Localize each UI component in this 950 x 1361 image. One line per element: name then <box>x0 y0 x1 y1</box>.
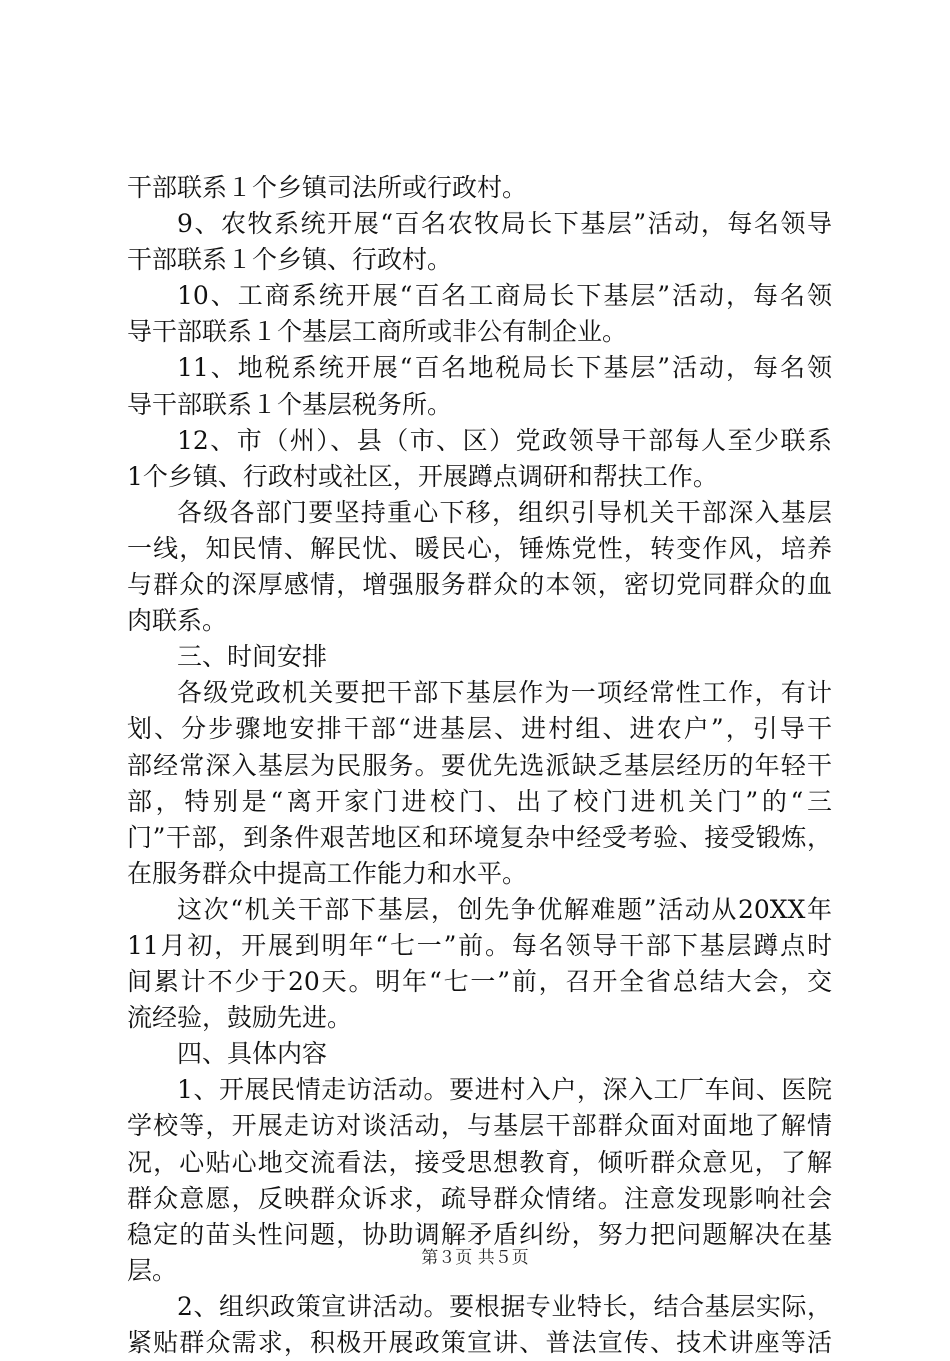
body-text-line: 划、分步骤地安排干部“进基层、进村组、进农户”，引导干 <box>127 714 832 744</box>
body-text-line: 导干部联系１个基层工商所或非公有制企业。 <box>127 317 628 347</box>
body-text-line: 门”干部，到条件艰苦地区和环境复杂中经受考验、接受锻炼， <box>127 822 832 852</box>
body-text-line: 部经常深入基层为民服务。要优先选派缺乏基层经历的年轻干 <box>127 750 832 780</box>
body-text-line: 紧贴群众需求，积极开展政策宣讲、普法宣传、技术讲座等活 <box>127 1328 832 1357</box>
body-text-line: 学校等，开展走访对谈活动，与基层干部群众面对面地了解情 <box>127 1111 832 1141</box>
document-body <box>127 170 832 1361</box>
body-text-line: 部，特别是“离开家门进校门、出了校门进机关门”的“三 <box>127 786 832 816</box>
body-text-line: 流经验，鼓励先进。 <box>127 1003 353 1033</box>
body-text-line: 群众意愿，反映群众诉求，疏导群众情绪。注意发现影响社会 <box>127 1183 832 1213</box>
body-text-line: 与群众的深厚感情，增强服务群众的本领，密切党同群众的血 <box>127 570 832 600</box>
body-text-line: 各级各部门要坚持重心下移，组织引导机关干部深入基层 <box>177 497 832 527</box>
body-text-line: 稳定的苗头性问题，协助调解矛盾纠纷，努力把问题解决在基 <box>127 1219 832 1249</box>
body-text-line: 2、组织政策宣讲活动。要根据专业特长，结合基层实际， <box>177 1291 832 1321</box>
body-text-line: 况，心贴心地交流看法，接受思想教育，倾听群众意见，了解 <box>127 1147 832 1177</box>
body-text-line: 1、开展民情走访活动。要进村入户，深入工厂车间、医院 <box>177 1075 832 1105</box>
body-text-line: 10、工商系统开展“百名工商局长下基层”活动，每名领 <box>177 281 832 311</box>
body-text-line: 间累计不少于20天。明年“七一”前，召开全省总结大会，交 <box>127 967 832 997</box>
body-text-line: 11月初，开展到明年“七一”前。每名领导干部下基层蹲点时 <box>127 930 832 960</box>
body-text-line: 一线，知民情、解民忧、暖民心，锤炼党性，转变作风，培养 <box>127 533 832 563</box>
body-text-line: 干部联系１个乡镇司法所或行政村。 <box>127 173 528 202</box>
body-text-line: 导干部联系１个基层税务所。 <box>127 389 453 419</box>
body-text-line: 层。 <box>127 1255 178 1285</box>
body-text-line: 肉联系。 <box>127 606 228 636</box>
body-text-line: 11、地税系统开展“百名地税局长下基层”活动，每名领 <box>177 353 832 383</box>
body-text-line: 12、市（州）、县（市、区）党政领导干部每人至少联系 <box>177 425 832 455</box>
body-text-line: 这次“机关干部下基层，创先争优解难题”活动从20XX年 <box>177 894 832 924</box>
body-text-line: 1个乡镇、行政村或社区，开展蹲点调研和帮扶工作。 <box>127 461 718 491</box>
body-text-line: 干部联系１个乡镇、行政村。 <box>127 245 453 275</box>
body-text-line: 9、农牧系统开展“百名农牧局长下基层”活动，每名领导 <box>177 209 832 239</box>
body-text-line: 三、时间安排 <box>177 642 328 672</box>
body-text-line: 在服务群众中提高工作能力和水平。 <box>127 858 528 888</box>
body-text-line: 四、具体内容 <box>177 1039 328 1069</box>
page-footer: 第３页 共５页 <box>421 1248 529 1268</box>
body-text-line: 各级党政机关要把干部下基层作为一项经常性工作，有计 <box>177 678 832 708</box>
